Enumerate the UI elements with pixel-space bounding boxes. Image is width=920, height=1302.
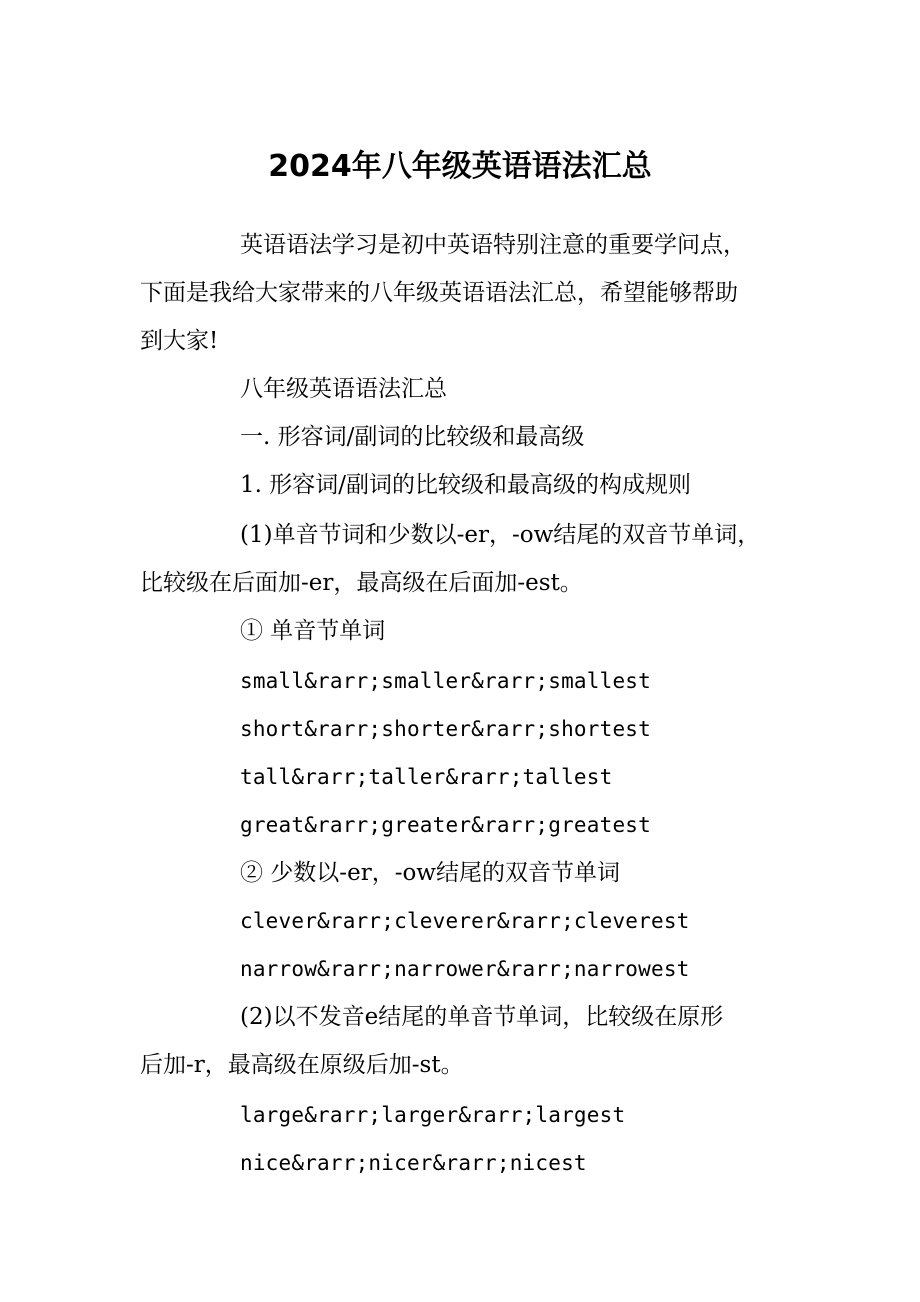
example-line: clever&rarr;cleverer&rarr;cleverest: [240, 909, 690, 933]
example-line: tall&rarr;taller&rarr;tallest: [240, 765, 613, 789]
subheading-2: ② 少数以-er，-ow结尾的双音节单词: [240, 860, 620, 886]
rule-1-line-2: 比较级在后面加-er，最高级在后面加-est。: [140, 570, 583, 596]
example-line: large&rarr;larger&rarr;largest: [240, 1103, 626, 1127]
intro-line-3: 到大家!: [140, 328, 219, 354]
example-line: narrow&rarr;narrower&rarr;narrowest: [240, 957, 690, 981]
subheading-1: ① 单音节单词: [240, 618, 386, 644]
example-line: great&rarr;greater&rarr;greatest: [240, 813, 651, 837]
rule-2-line-1: (2)以不发音e结尾的单音节单词，比较级在原形: [240, 1004, 724, 1030]
example-line: small&rarr;smaller&rarr;smallest: [240, 669, 651, 693]
rule-1-line-1: (1)单音节词和少数以-er，-ow结尾的双音节单词，: [240, 522, 761, 548]
rule-2-line-2: 后加-r，最高级在原级后加-st。: [140, 1052, 464, 1078]
intro-line-1: 英语语法学习是初中英语特别注意的重要学问点，: [240, 232, 746, 258]
heading-1: 一. 形容词/副词的比较级和最高级: [240, 424, 585, 450]
example-line: short&rarr;shorter&rarr;shortest: [240, 717, 651, 741]
heading-2: 1. 形容词/副词的比较级和最高级的构成规则: [240, 472, 692, 498]
intro-line-2: 下面是我给大家带来的八年级英语语法汇总，希望能够帮助: [140, 280, 738, 306]
document-title: 2024年八年级英语语法汇总: [268, 149, 652, 184]
example-line: nice&rarr;nicer&rarr;nicest: [240, 1151, 587, 1175]
section-title: 八年级英语语法汇总: [240, 376, 447, 402]
